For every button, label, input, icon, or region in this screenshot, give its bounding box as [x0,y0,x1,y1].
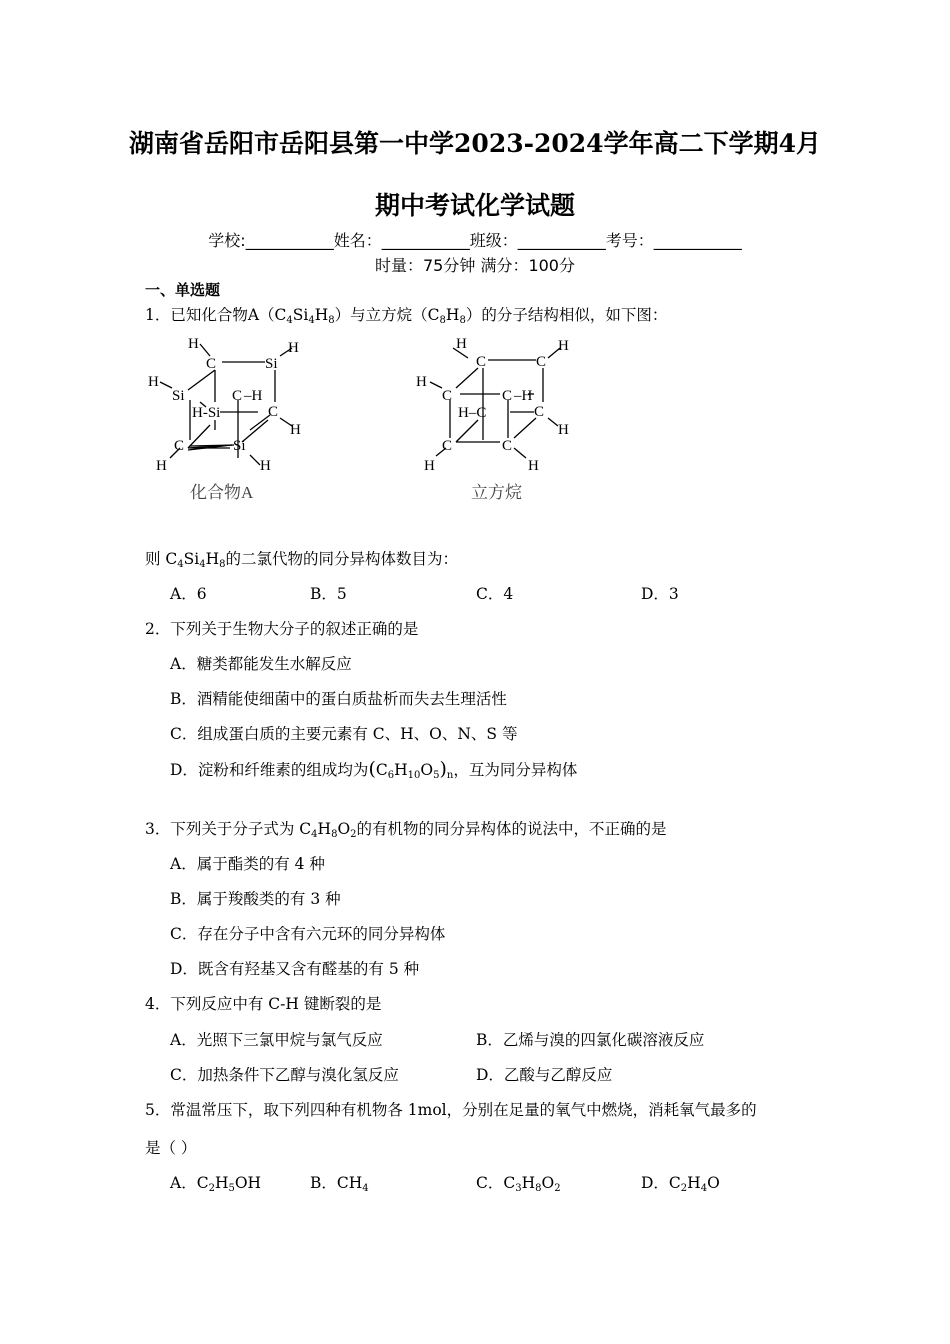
svg-text:H: H [188,336,199,352]
svg-text:H: H [528,458,539,474]
svg-text:化合物A: 化合物A [190,483,254,502]
svg-text:Si: Si [172,388,185,404]
svg-text:H: H [558,422,569,438]
svg-text:Si: Si [265,356,278,372]
q2-stem: 2．下列关于生物大分子的叙述正确的是 [145,620,419,638]
q1-option-d: D．3 [641,585,679,603]
svg-text:H: H [290,422,301,438]
q1-option-b: B．5 [310,585,347,603]
q3-stem: 3．下列关于分子式为 $C_4H_8O_2$的有机物的同分异构体的说法中，不正确的是 [145,820,667,840]
q4-option-a: A．光照下三氯甲烷与氯气反应 [170,1031,383,1049]
q1-ask: 则 $C_4Si_4H_8$的二氯代物的同分异构体数目为： [145,550,459,570]
svg-text:H: H [288,340,299,356]
q4-option-b: B．乙烯与溴的四氯化碳溶液反应 [476,1031,705,1049]
page-title-line2: 期中考试化学试题 [374,191,575,220]
svg-text:H: H [456,336,467,352]
q4-stem: 4．下列反应中有 C-H 键断裂的是 [145,995,382,1013]
q3-option-c: C．存在分子中含有六元环的同分异构体 [170,925,446,943]
page-title-line1: 湖南省岳阳市岳阳县第一中学2023-2024学年高二下学期4月 [129,129,821,158]
svg-text:Si: Si [233,438,246,454]
svg-text:C: C [442,388,453,404]
q3-option-d: D．既含有羟基又含有醛基的有 5 种 [170,960,420,978]
svg-text:H: H [558,338,569,354]
svg-text:–H: –H [514,388,533,404]
svg-text:C: C [536,354,547,370]
svg-text:C: C [206,356,217,372]
student-info-line: 学校:___________姓名：___________班级：___________考号：___________ [208,231,742,250]
svg-text:C: C [476,354,487,370]
svg-text:H: H [260,458,271,474]
svg-text:H: H [424,458,435,474]
svg-text:C: C [502,388,513,404]
q5-option-b: B．$CH_4$ [310,1174,369,1194]
q5-stem-line1: 5．常温常压下，取下列四种有机物各 1mol，分别在足量的氧气中燃烧，消耗氧气最多的 [145,1101,757,1119]
svg-text:C: C [232,388,243,404]
q2-option-d: D．淀粉和纤维素的组成均为$(C_6H_{10}O_5)_n$，互为同分异构体 [170,758,578,781]
time-score-line: 时量：75分钟 满分：100分 [375,256,575,275]
q2-option-a: A．糖类都能发生水解反应 [170,655,352,673]
q5-option-a: A．$C_2H_5OH$ [170,1174,262,1194]
q5-option-c: C．$C_3H_8O_2$ [476,1174,561,1194]
q3-option-b: B．属于羧酸类的有 3 种 [170,890,341,908]
q4-option-d: D．乙酸与乙醇反应 [476,1066,613,1084]
q2-option-c: C．组成蛋白质的主要元素有 C、H、O、N、S 等 [170,725,518,743]
q3-option-a: A．属于酯类的有 4 种 [170,855,325,873]
svg-text:C: C [268,404,279,420]
svg-text:H: H [148,374,159,390]
q1-option-c: C．4 [476,585,514,603]
q4-option-c: C．加热条件下乙醇与溴化氢反应 [170,1066,399,1084]
cubane-structure [408,330,608,510]
q1-option-a: A．6 [170,585,207,603]
svg-text:C: C [174,438,185,454]
svg-text:C: C [502,438,513,454]
svg-text:立方烷: 立方烷 [471,483,522,502]
q2-option-b: B．酒精能使细菌中的蛋白质盐析而失去生理活性 [170,690,507,708]
q5-stem-line2: 是（ ） [145,1139,197,1157]
q1-stem: 1．已知化合物$A(C_4Si_4H_8)$与立方烷$(C_8H_8)$的分子结构相似，如下图： [145,306,668,326]
svg-text:C: C [534,404,545,420]
svg-text:H-Si: H-Si [192,405,221,421]
q5-option-d: D．$C_2H_4O$ [641,1174,720,1194]
compound-a-structure [140,330,340,510]
svg-text:–H: –H [244,388,263,404]
svg-text:H: H [416,374,427,390]
svg-text:C: C [442,438,453,454]
svg-text:H: H [156,458,167,474]
svg-text:H–C: H–C [458,405,487,421]
section-heading: 一、单选题 [145,281,221,299]
